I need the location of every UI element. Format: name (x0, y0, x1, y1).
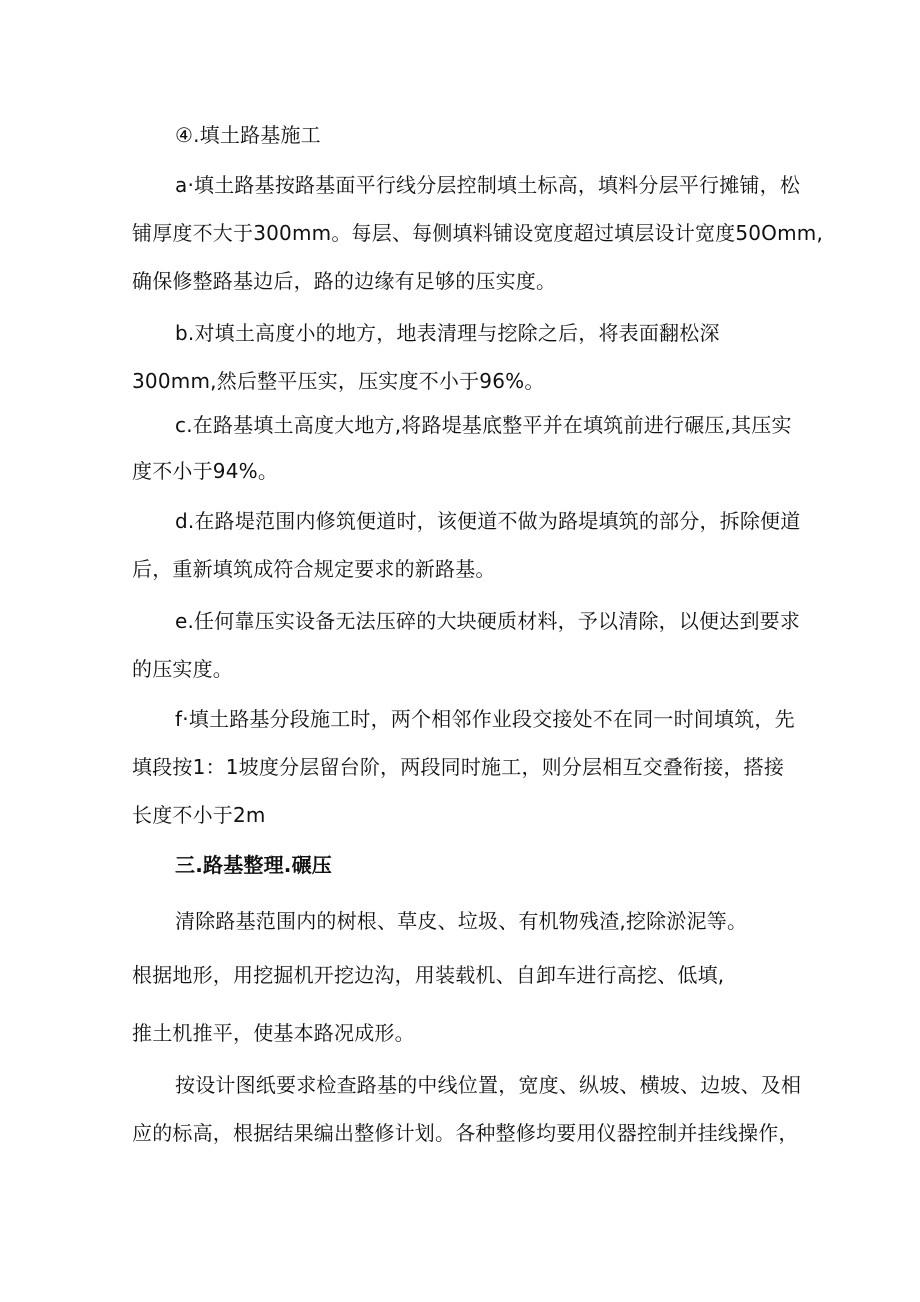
para-c-line-1: c.在路基填土高度大地方,将路堤基底整平并在填筑前进行碾压,其压实 (175, 413, 792, 437)
para-clear: 清除路基范围内的树根、草皮、垃圾、有机物残渣,挖除淤泥等。 (175, 909, 748, 933)
para-e-line-2: 的压实度。 (132, 657, 233, 681)
para-c-line-2: 度不小于94%。 (132, 459, 279, 483)
para-b-line-1: b.对填土高度小的地方，地表清理与挖除之后，将表面翻松深 (175, 321, 720, 345)
para-check-line-2: 应的标高，根据结果编出整修计划。各种整修均要用仪器控制并挂线操作， (132, 1121, 799, 1145)
para-f-line-3: 长度不小于2m (132, 803, 266, 827)
section-4-title: ④.填土路基施工 (175, 123, 321, 147)
para-d-line-1: d.在路堤范围内修筑便道时，该便道不做为路堤填筑的部分，拆除便道 (175, 509, 801, 533)
para-e-line-1: e.任何靠压实设备无法压碎的大块硬质材料，予以清除，以便达到要求 (175, 609, 801, 633)
para-f-line-2: 填段按1：1坡度分层留台阶，两段同时施工，则分层相互交叠衔接，搭接 (132, 755, 785, 779)
para-terrain-line-2: 推土机推平，使基本路况成形。 (132, 1021, 415, 1045)
para-a-line-2: 铺厚度不大于300mm。每层、每侧填料铺设宽度超过填层设计宽度50Omm, (132, 221, 824, 245)
para-d-line-2: 后，重新填筑成符合规定要求的新路基。 (132, 557, 496, 581)
para-a-line-3: 确保修整路基边后，路的边缘有足够的压实度。 (132, 269, 557, 293)
para-a-line-1: a·填土路基按路基面平行线分层控制填土标高，填料分层平行摊铺，松 (175, 173, 801, 197)
para-check-line-1: 按设计图纸要求检查路基的中线位置，宽度、纵坡、横坡、边坡、及相 (175, 1073, 802, 1097)
para-b-line-2: 300mm,然后整平压实，压实度不小于96%。 (132, 369, 545, 393)
para-terrain-line-1: 根据地形，用挖掘机开挖边沟，用装载机、自卸车进行高挖、低填, (132, 963, 725, 987)
para-f-line-1: f·填土路基分段施工时，两个相邻作业段交接处不在同一时间填筑，先 (175, 707, 795, 731)
section-3-title: 三.路基整理.碾压 (175, 853, 332, 877)
